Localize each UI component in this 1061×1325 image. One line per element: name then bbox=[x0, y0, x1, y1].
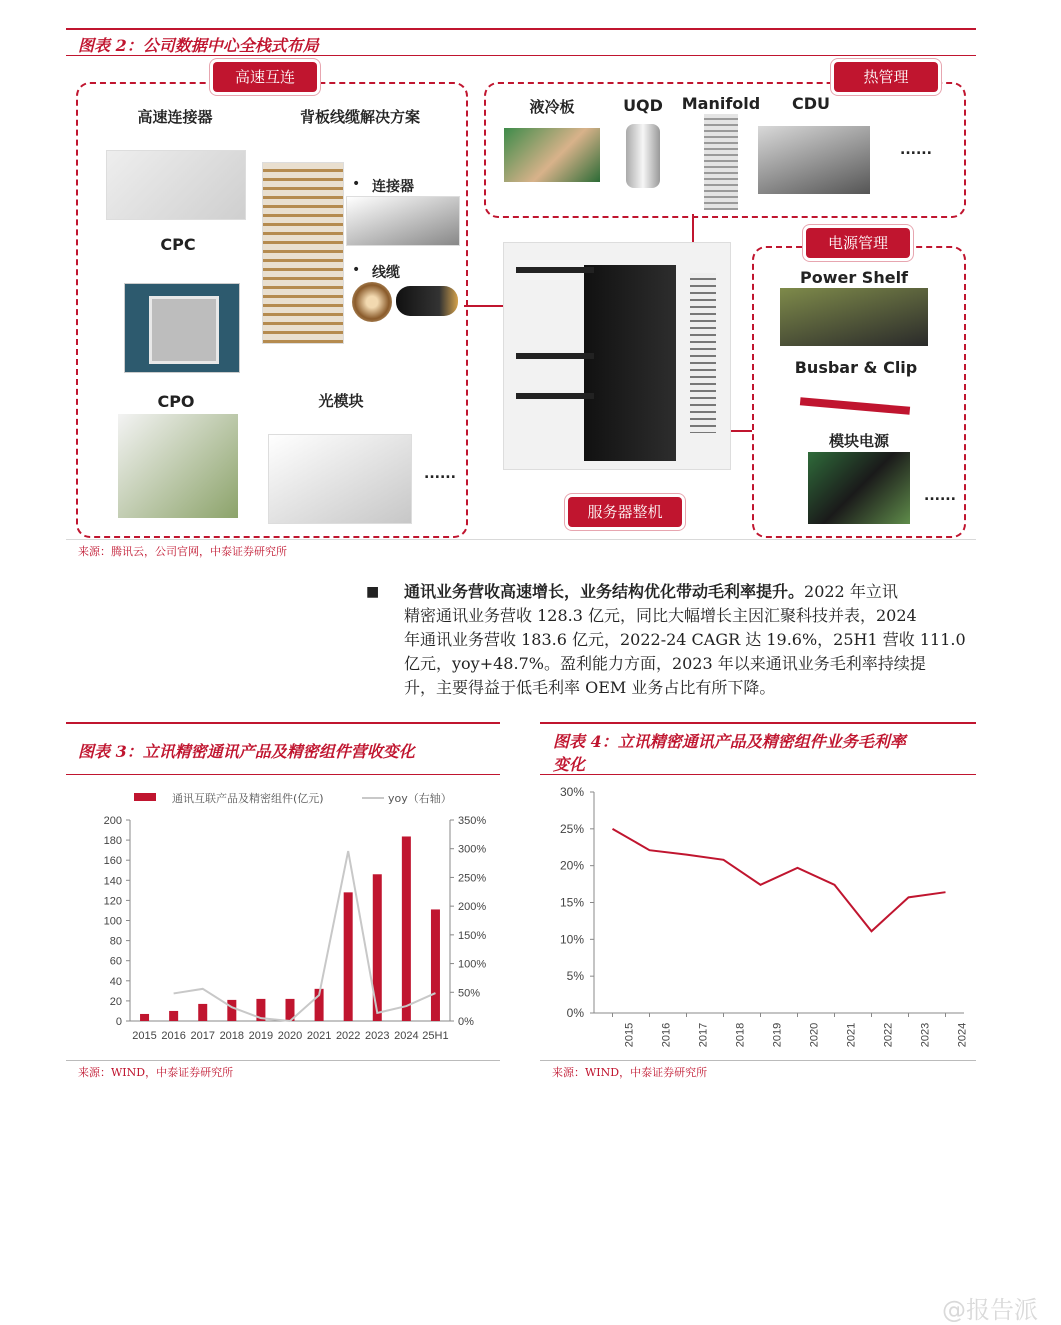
y-tick-label: 30% bbox=[559, 785, 584, 799]
label-power-shelf: Power Shelf bbox=[799, 268, 909, 287]
liquid-plate-image bbox=[504, 128, 600, 182]
figure-2-source: 来源：腾讯云，公司官网，中泰证券研究所 bbox=[78, 545, 287, 558]
label-cpo: CPO bbox=[157, 392, 195, 411]
x-tick-label: 2018 bbox=[219, 1030, 245, 1042]
x-tick-label: 2024 bbox=[394, 1030, 419, 1042]
optical-module-image bbox=[268, 434, 412, 524]
x-tick-label: 2022 bbox=[882, 1022, 895, 1048]
bar bbox=[431, 909, 440, 1021]
tag-power: 电源管理 bbox=[806, 228, 910, 258]
paragraph-lead: 通讯业务营收高速增长，业务结构优化带动毛利率提升。 bbox=[404, 582, 805, 601]
y2-tick-label: 250% bbox=[458, 872, 487, 885]
x-tick-label: 2017 bbox=[190, 1030, 215, 1042]
x-tick-label: 25H1 bbox=[422, 1030, 449, 1042]
y-tick-label: 120 bbox=[103, 895, 122, 908]
ellipsis: ...... bbox=[900, 142, 932, 158]
figure-4-source: 来源：WIND，中泰证券研究所 bbox=[552, 1066, 708, 1079]
legend-label-line: yoy（右轴） bbox=[388, 792, 452, 805]
bullet: • bbox=[352, 176, 361, 192]
label-connector: 连接器 bbox=[372, 179, 414, 195]
y-tick-label: 20 bbox=[109, 995, 122, 1008]
y2-tick-label: 150% bbox=[458, 929, 487, 942]
y2-tick-label: 350% bbox=[458, 815, 487, 827]
link-line bbox=[464, 305, 504, 307]
x-tick-label: 2017 bbox=[697, 1022, 710, 1048]
revenue-chart bbox=[66, 780, 500, 1060]
label-busbar: Busbar & Clip bbox=[794, 358, 918, 377]
y-tick-label: 20% bbox=[559, 858, 584, 873]
y-tick-label: 200 bbox=[103, 815, 122, 827]
label-cpc: CPC bbox=[160, 235, 196, 254]
link-line bbox=[692, 214, 694, 242]
y2-tick-label: 0% bbox=[458, 1016, 474, 1028]
label-uqd: UQD bbox=[623, 96, 663, 115]
top-rule bbox=[66, 28, 976, 30]
margin-chart bbox=[540, 780, 976, 1060]
margin-line bbox=[613, 829, 946, 931]
y-tick-label: 40 bbox=[109, 975, 122, 988]
connector-image bbox=[346, 196, 460, 246]
label-optical-module: 光模块 bbox=[318, 392, 364, 410]
cable-cross-section-image bbox=[352, 282, 392, 322]
figure-3-bottom-rule bbox=[66, 1060, 500, 1061]
x-tick-label: 2023 bbox=[365, 1030, 390, 1042]
link-line bbox=[728, 430, 752, 432]
y-tick-label: 0% bbox=[566, 1006, 584, 1020]
label-cdu: CDU bbox=[791, 94, 830, 113]
figure-4-top-rule bbox=[540, 722, 976, 724]
figure-3-title: 图表 3：立讯精密通讯产品及精密组件营收变化 bbox=[78, 742, 415, 761]
ellipsis: ...... bbox=[924, 488, 956, 504]
bar bbox=[402, 836, 411, 1021]
y-tick-label: 10% bbox=[559, 932, 584, 947]
cpo-image bbox=[118, 414, 238, 518]
label-manifold: Manifold bbox=[681, 94, 761, 113]
bar bbox=[140, 1014, 149, 1021]
y2-tick-label: 50% bbox=[458, 987, 481, 1000]
label-cable: 线缆 bbox=[372, 265, 400, 281]
watermark: @报告派 bbox=[942, 1296, 1038, 1324]
y2-tick-label: 100% bbox=[458, 958, 487, 971]
x-tick-label: 2020 bbox=[808, 1022, 821, 1048]
tag-server: 服务器整机 bbox=[568, 497, 682, 527]
y-tick-label: 0 bbox=[115, 1016, 122, 1028]
figure-3-source: 来源：WIND，中泰证券研究所 bbox=[78, 1066, 234, 1079]
y-tick-label: 160 bbox=[103, 855, 122, 868]
x-tick-label: 2015 bbox=[623, 1022, 636, 1048]
y-tick-label: 60 bbox=[109, 955, 122, 968]
cable-image bbox=[396, 286, 458, 316]
paragraph-line: 升，主要得益于低毛利率 OEM 业务占比有所下降。 bbox=[404, 678, 776, 697]
tag-interconnect: 高速互连 bbox=[213, 62, 317, 92]
cpc-image bbox=[124, 283, 240, 373]
hs-connector-image bbox=[106, 150, 246, 220]
x-tick-label: 2022 bbox=[335, 1030, 361, 1042]
y-tick-label: 15% bbox=[559, 895, 584, 910]
figure-4-bottom-rule bbox=[540, 1060, 976, 1061]
x-tick-label: 2015 bbox=[132, 1030, 157, 1042]
figure-2-title-rule bbox=[66, 55, 976, 56]
server-rack-panel bbox=[503, 242, 731, 470]
ellipsis: ...... bbox=[424, 466, 456, 482]
figure-3-title-rule bbox=[66, 774, 500, 775]
x-tick-label: 2021 bbox=[306, 1030, 332, 1042]
x-tick-label: 2019 bbox=[771, 1022, 784, 1048]
tag-thermal: 热管理 bbox=[834, 62, 938, 92]
paragraph-bullet: ■ bbox=[366, 584, 380, 600]
yoy-line bbox=[174, 851, 436, 1021]
bar bbox=[169, 1011, 178, 1021]
y-tick-label: 100 bbox=[103, 915, 122, 928]
y-tick-label: 5% bbox=[566, 969, 584, 984]
paragraph-line: 年通讯业务营收 183.6 亿元，2022-24 CAGR 达 19.6%，25H1 营收 111.0 bbox=[404, 630, 966, 649]
label-liquid-plate: 液冷板 bbox=[529, 98, 575, 116]
x-tick-label: 2023 bbox=[919, 1022, 932, 1048]
figure-4-title-line2: 变化 bbox=[553, 755, 586, 774]
power-shelf-image bbox=[780, 288, 928, 346]
paragraph-line: 亿元，yoy+48.7%。盈利能力方面，2023 年以来通讯业务毛利率持续提 bbox=[404, 654, 926, 673]
figure-2-bottom-rule bbox=[66, 539, 976, 540]
paragraph-body bbox=[404, 580, 984, 700]
figure-3-top-rule bbox=[66, 722, 500, 724]
y-tick-label: 25% bbox=[559, 821, 584, 836]
figure-4-title-rule bbox=[540, 774, 976, 775]
x-tick-label: 2018 bbox=[734, 1022, 747, 1048]
y-tick-label: 140 bbox=[103, 875, 122, 888]
x-tick-label: 2021 bbox=[845, 1022, 858, 1048]
figure-2-title: 图表 2：公司数据中心全栈式布局 bbox=[78, 36, 319, 55]
manifold-image bbox=[704, 114, 738, 210]
figure-4-title-line1: 图表 4：立讯精密通讯产品及精密组件业务毛利率 bbox=[553, 732, 906, 751]
uqd-image bbox=[626, 124, 660, 188]
legend-label-bar: 通讯互联产品及精密组件(亿元) bbox=[172, 792, 324, 805]
paragraph-line: 精密通讯业务营收 128.3 亿元，同比大幅增长主因汇聚科技并表，2024 bbox=[404, 606, 917, 625]
backplane-image bbox=[262, 162, 344, 344]
y2-tick-label: 200% bbox=[458, 901, 487, 914]
x-tick-label: 2019 bbox=[248, 1030, 274, 1042]
x-tick-label: 2016 bbox=[660, 1022, 673, 1048]
y-tick-label: 180 bbox=[103, 835, 122, 848]
bullet: • bbox=[352, 262, 361, 278]
y-tick-label: 80 bbox=[109, 935, 122, 948]
module-power-image bbox=[808, 452, 910, 524]
bar bbox=[198, 1004, 207, 1021]
x-tick-label: 2020 bbox=[277, 1030, 303, 1042]
cdu-image bbox=[758, 126, 870, 194]
label-backplane: 背板线缆解决方案 bbox=[299, 108, 420, 126]
paragraph-line: 2022 年立讯 bbox=[804, 582, 898, 601]
bar bbox=[344, 892, 353, 1021]
x-tick-label: 2024 bbox=[956, 1022, 969, 1048]
bar bbox=[227, 1000, 236, 1021]
y2-tick-label: 300% bbox=[458, 843, 487, 856]
legend-swatch-bar bbox=[134, 793, 156, 801]
x-tick-label: 2016 bbox=[161, 1030, 186, 1042]
label-module-power: 模块电源 bbox=[828, 432, 889, 450]
label-hs-connector: 高速连接器 bbox=[137, 108, 213, 126]
